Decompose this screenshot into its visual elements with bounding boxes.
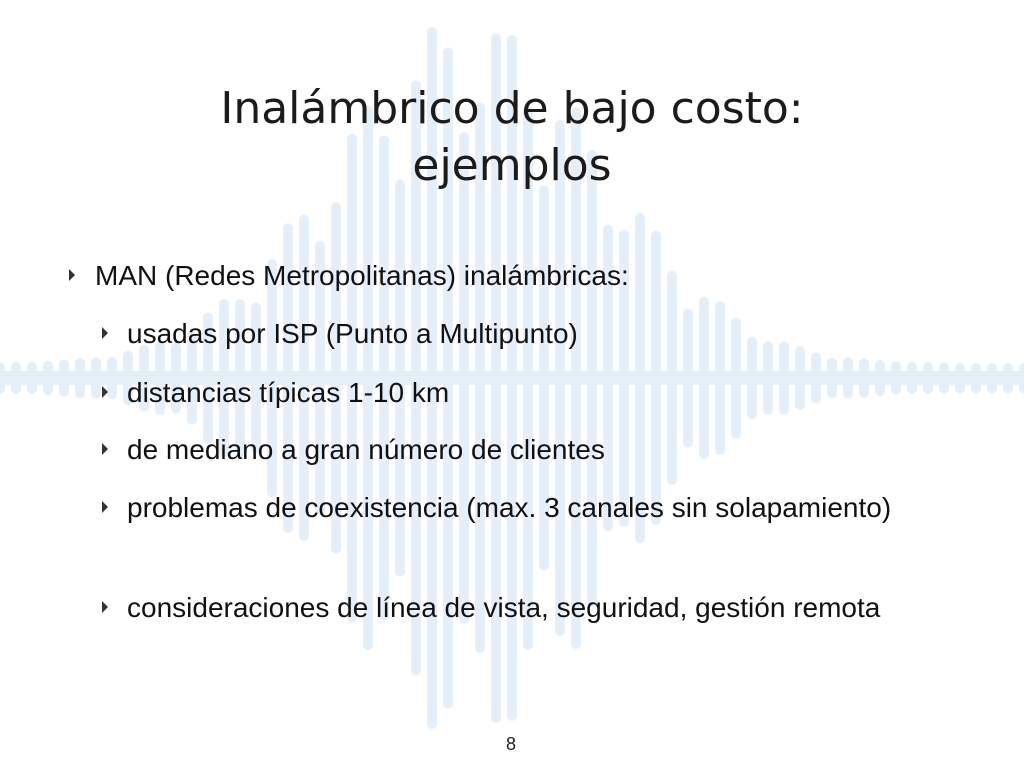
sub-bullet-item bbox=[127, 491, 947, 525]
slide-title-line-1: Inalámbrico de bajo costo: bbox=[220, 83, 804, 134]
bullet-arrow-icon bbox=[102, 327, 108, 339]
bullet-arrow-icon bbox=[69, 269, 75, 281]
bullet-item bbox=[95, 259, 935, 293]
bullet-arrow-icon bbox=[102, 501, 108, 513]
sub-bullet-item bbox=[127, 376, 947, 410]
bullet-text: de mediano a gran número de clientes bbox=[127, 434, 605, 465]
bullet-text: usadas por ISP (Punto a Multipunto) bbox=[127, 318, 578, 349]
sub-bullet-item bbox=[127, 317, 947, 351]
bullet-text: distancias típicas 1-10 km bbox=[127, 377, 450, 408]
bullet-arrow-icon bbox=[102, 386, 108, 398]
sub-bullet-item bbox=[127, 591, 947, 625]
bullet-text: MAN (Redes Metropolitanas) inalámbricas: bbox=[95, 260, 629, 291]
page-number: 8 bbox=[505, 734, 516, 754]
slide-title-line-2: ejemplos bbox=[412, 140, 612, 191]
bullet-arrow-icon bbox=[102, 443, 108, 455]
bullet-arrow-icon bbox=[102, 601, 108, 613]
bullet-text: problemas de coexistencia (max. 3 canales sin solapamiento) bbox=[127, 492, 892, 523]
sub-bullet-item bbox=[127, 433, 947, 467]
bullet-text: consideraciones de línea de vista, seguridad, gestión remota bbox=[127, 592, 881, 623]
